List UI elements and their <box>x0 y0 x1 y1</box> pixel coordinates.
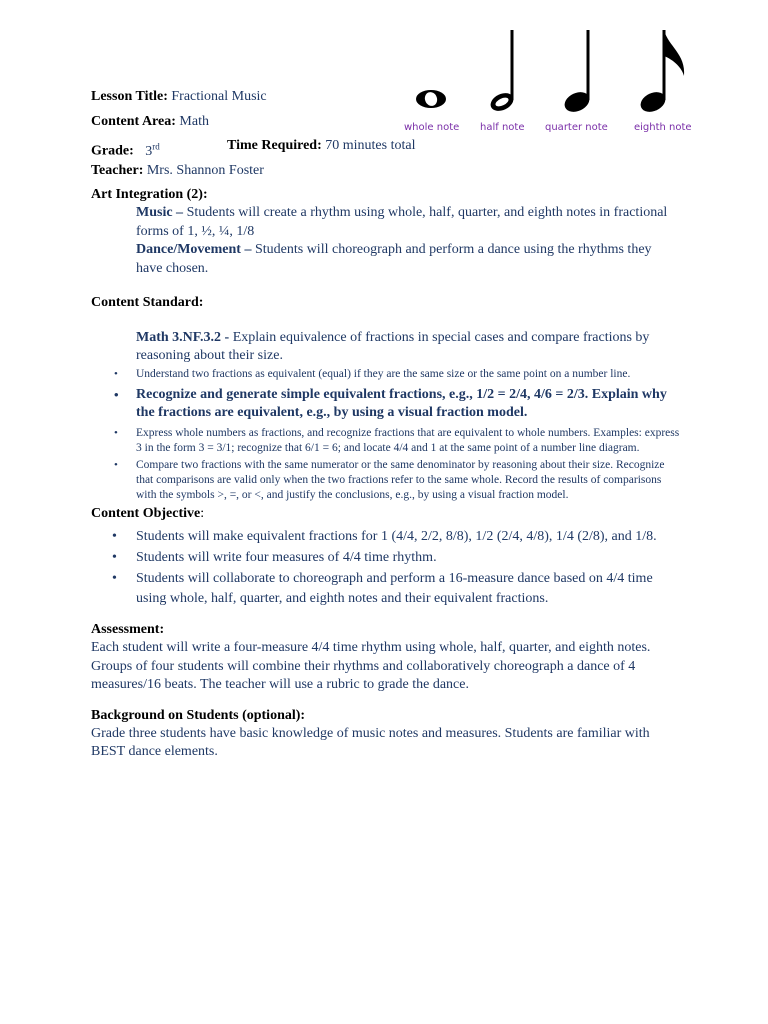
teacher-name: Mrs. Shannon Foster <box>146 162 264 178</box>
list-item: • Express whole numbers as fractions, and recognize fractions that are equivalent to whole numbers. Examples: express 3 in the form 3 = 3/1; recognize that 6/1 = 6; and locate 4/4 and 1 at the same point of a number line diagram. <box>136 426 681 456</box>
objective-list <box>91 527 681 609</box>
list-item: • Students will write four measures of 4/4 time rhythm. <box>136 548 681 568</box>
music-label: Music – <box>136 205 184 220</box>
standard-code: Math 3.NF.3.2 - <box>136 330 230 345</box>
list-item: • Understand two fractions as equivalent (equal) if they are the same size or the same point on a number line. <box>136 367 681 382</box>
art-music-item <box>136 204 681 241</box>
eighth-note-label: eighth note <box>634 122 692 133</box>
content-area-row <box>91 113 681 138</box>
grade-label: Grade: <box>91 143 134 159</box>
lesson-title-label: Lesson Title: <box>91 89 168 104</box>
standard-statement <box>136 329 681 365</box>
lesson-title: Fractional Music <box>171 89 267 104</box>
lesson-document <box>91 88 681 762</box>
content-area-label: Content Area: <box>91 113 176 129</box>
whole-note-label: whole note <box>404 122 460 133</box>
background-text: Grade three students have basic knowledge of music notes and measures. Students are familiar with BEST dance elements. <box>91 725 650 759</box>
assessment-text: Each student will write a four-measure 4/4 time rhythm using whole, half, quarter, and eighth notes. Groups of four students will combine their rhythms and collaboratively choreograph a dance of 4 measures/16 beats. The teacher will use a rubric to grade the dance. <box>91 640 651 692</box>
half-note-label: half note <box>480 122 525 133</box>
assessment-heading: Assessment: <box>91 622 165 637</box>
quarter-note-label: quarter note <box>545 122 608 133</box>
dance-label: Dance/Movement – <box>136 242 252 257</box>
dance-text: Students will choreograph and perform a dance using the rhythms they have chosen. <box>136 242 652 276</box>
grade-value: 3rd <box>145 141 160 159</box>
teacher-label: Teacher: <box>91 162 144 178</box>
list-item: • Students will collaborate to choreograph and perform a 16-measure dance based on 4/4 time using whole, half, quarter, and eighth notes and their equivalent fractions. <box>136 569 681 609</box>
content-objective-heading: Content Objective: <box>91 506 205 521</box>
list-item: • Compare two fractions with the same numerator or the same denominator by reasoning about their size. Recognize that comparisons are valid only when the two fractions refer to the same whole. Record the results of comparisons with the symbols >, =, or <, and justify the conclusions, e.g., by using a visual fraction model. <box>136 458 681 503</box>
list-item: • Students will make equivalent fractions for 1 (4/4, 2/2, 8/8), 1/2 (2/4, 4/8), 1/4 (2/8), and 1/8. <box>136 527 681 547</box>
art-integration-heading: Art Integration (2): <box>91 187 208 202</box>
time-label: Time Required: <box>227 138 322 153</box>
standard-text: Explain equivalence of fractions in special cases and compare fractions by reasoning about their size. <box>136 330 650 363</box>
content-standard-heading: Content Standard: <box>91 295 204 310</box>
lesson-title-row <box>91 88 681 113</box>
art-dance-item <box>136 241 681 278</box>
standard-bullet-list <box>91 367 681 503</box>
time-value: 70 minutes total <box>325 138 416 153</box>
time-required <box>227 137 415 155</box>
grade-time-row <box>91 137 681 162</box>
list-item: • Recognize and generate simple equivalent fractions, e.g., 1/2 = 2/4, 4/6 = 2/3. Explain why the fractions are equivalent, e.g., by using a visual fraction model. <box>136 386 681 422</box>
background-heading: Background on Students (optional): <box>91 707 306 723</box>
content-area: Math <box>179 113 209 129</box>
teacher-row <box>91 162 681 187</box>
music-text: Students will create a rhythm using whole, half, quarter, and eighth notes in fractional forms of 1, ½, ¼, 1/8 <box>136 205 668 239</box>
